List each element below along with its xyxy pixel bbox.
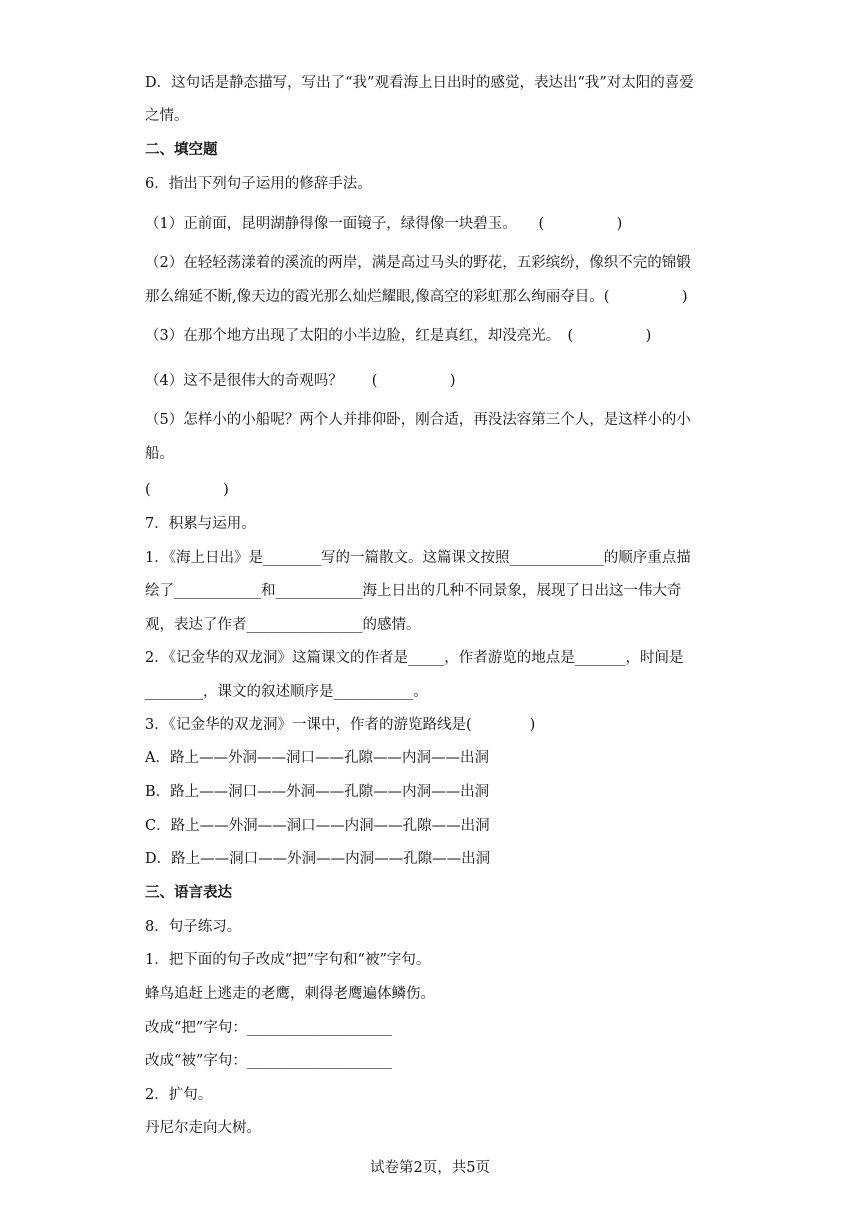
question-7-3-option-a: A．路上——外洞——洞口——孔隙——内洞——出洞 — [145, 750, 489, 766]
question-6-item-2-line-2: 那么绵延不断,像天边的霞光那么灿烂耀眼,像高空的彩虹那么绚丽夺目。( ) — [145, 289, 688, 305]
question-6-item-5-line-2: 船。 — [145, 446, 174, 462]
section-heading-fill-blank: 二、填空题 — [145, 141, 218, 158]
question-8-1-sentence: 蜂鸟追赶上逃走的老鹰，刺得老鹰遍体鳞伤。 — [145, 986, 435, 1002]
question-6-item-2-line-1: （2）在轻轻荡漾着的溪流的两岸，满是高过马头的野花，五彩缤纷，像织不完的锦锻 — [145, 255, 691, 271]
question-6-item-5-answer: ( ) — [145, 482, 229, 498]
page-footer: 试卷第2页，共5页 — [370, 1160, 490, 1176]
question-8-stem: 8．句子练习。 — [145, 919, 242, 935]
question-6-item-3: （3）在那个地方出现了太阳的小半边脸，红是真红，却没亮光。 ( ) — [145, 328, 652, 344]
question-7-3-option-c: C．路上——外洞——洞口——内洞——孔隙——出洞 — [145, 818, 490, 834]
question-8-1-ba-answer: 改成“把”字句：____________________ — [145, 1020, 392, 1036]
option-d-line-1: D．这句话是静态描写，写出了“我”观看海上日出时的感觉，表达出“我”对太阳的喜爱 — [145, 75, 694, 91]
question-7-1-line-2: 绘了____________和____________海上日出的几种不同景象，展现了日出这一伟大奇 — [145, 583, 682, 599]
question-8-2-sentence: 丹尼尔走向大树。 — [145, 1120, 261, 1136]
question-7-3-option-d: D．路上——洞口——外洞——内洞——孔隙——出洞 — [145, 851, 491, 867]
question-7-1-line-1: 1．《海上日出》是________写的一篇散文。这篇课文按照_____________的顺序重点描 — [145, 550, 691, 566]
question-7-3-option-b: B．路上——洞口——外洞——孔隙——内洞——出洞 — [145, 784, 490, 800]
question-8-1-stem: 1．把下面的句子改成“把”字句和“被”字句。 — [145, 952, 431, 968]
question-7-3-stem: 3．《记金华的双龙洞》一课中，作者的游览路线是( ) — [145, 717, 536, 733]
option-d-line-2: 之情。 — [145, 108, 189, 124]
question-8-1-bei-answer: 改成“被”字句：____________________ — [145, 1053, 392, 1069]
question-6-stem: 6．指出下列句子运用的修辞手法。 — [145, 176, 372, 192]
question-8-2-stem: 2．扩句。 — [145, 1087, 213, 1103]
section-heading-language: 三、语言表达 — [145, 884, 232, 901]
question-7-stem: 7．积累与运用。 — [145, 516, 256, 532]
question-6-item-4: （4）这不是很伟大的奇观吗？ ( ) — [145, 373, 456, 389]
question-7-2-line-1: 2．《记金华的双龙洞》这篇课文的作者是_____，作者游览的地点是_______，时间是 — [145, 650, 684, 666]
question-6-item-1: （1）正前面，昆明湖静得像一面镜子，绿得像一块碧玉。 ( ) — [145, 216, 623, 232]
question-7-2-line-2: ________，课文的叙述顺序是___________。 — [145, 684, 428, 700]
question-6-item-5-line-1: （5）怎样小的小船呢？两个人并排仰卧，刚合适，再没法容第三个人，是这样小的小 — [145, 412, 691, 428]
question-7-1-line-3: 观，表达了作者________________的感情。 — [145, 617, 421, 633]
